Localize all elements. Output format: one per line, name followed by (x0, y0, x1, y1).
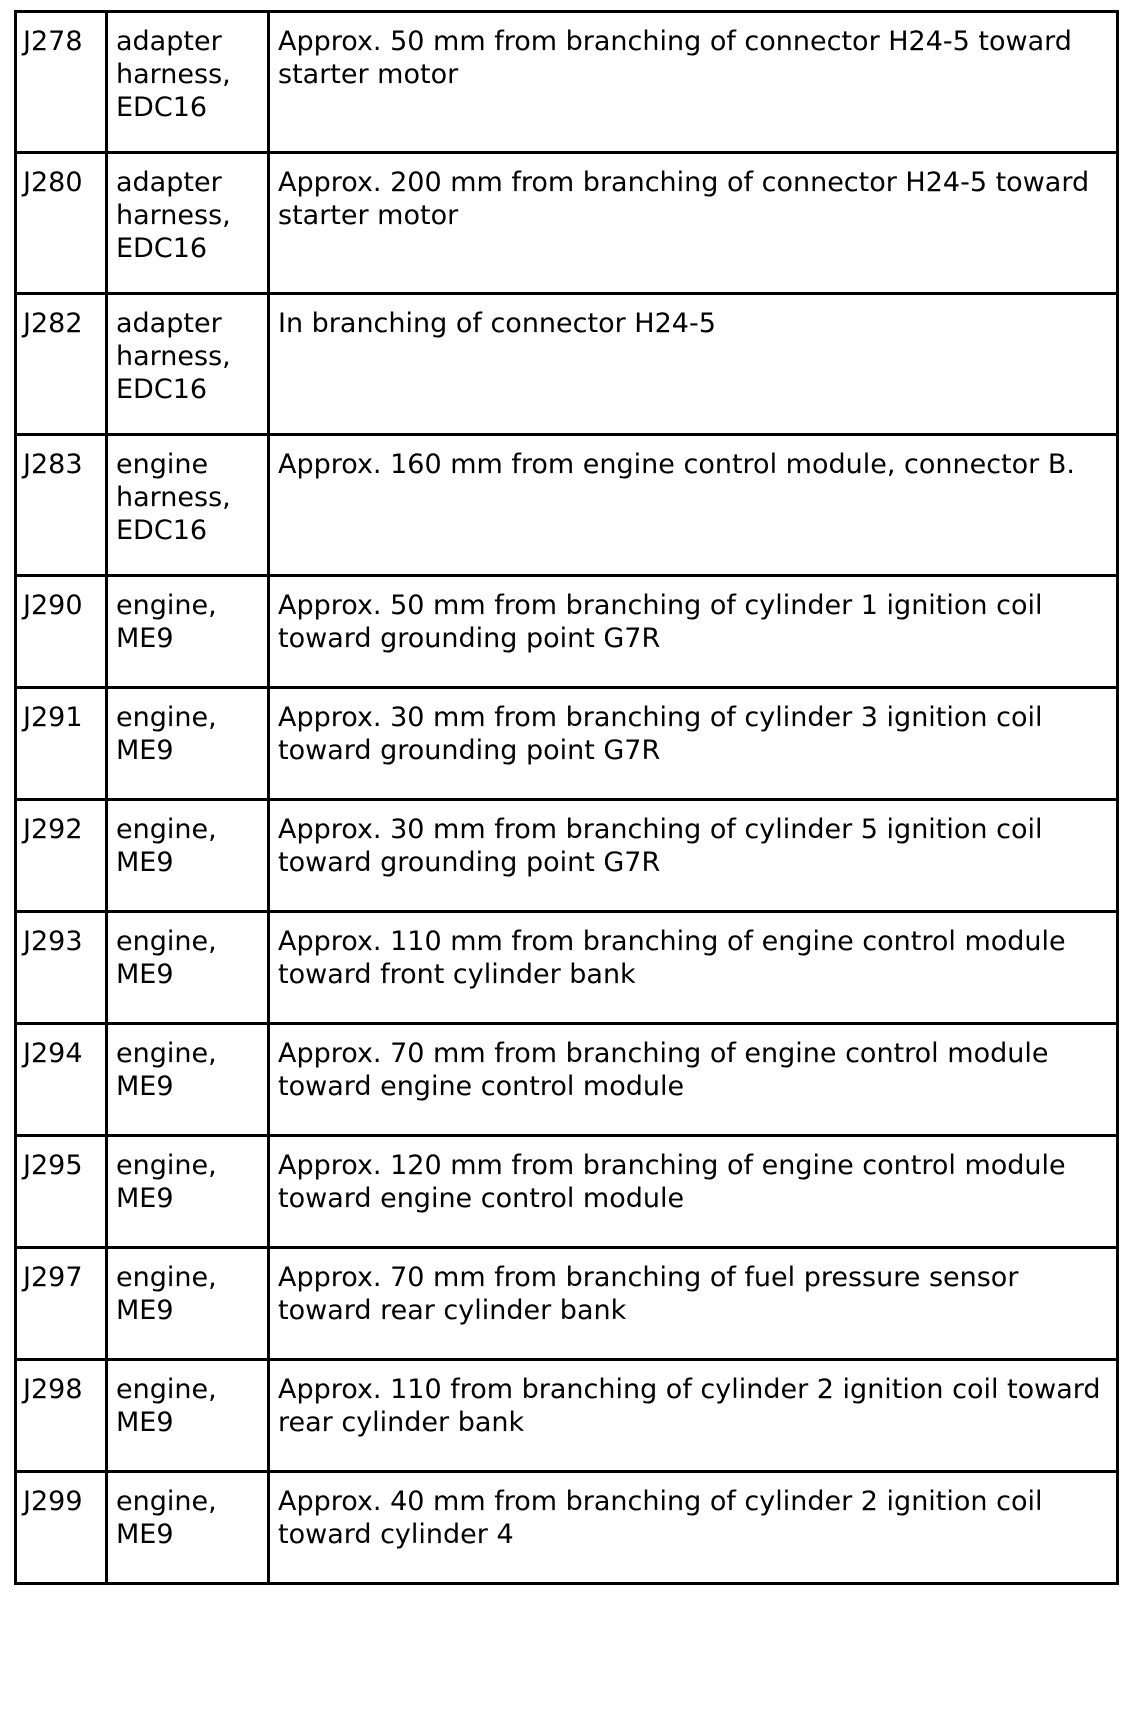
harness-location-cell: engine, ME9 (107, 1472, 269, 1584)
harness-location-cell: engine, ME9 (107, 1024, 269, 1136)
harness-location-cell: engine, ME9 (107, 800, 269, 912)
splice-location-table (14, 10, 1119, 1585)
splice-id-cell: J290 (16, 576, 107, 688)
position-description-cell: Approx. 110 mm from branching of engine control module toward front cylinder bank (269, 912, 1118, 1024)
splice-id-cell: J278 (16, 12, 107, 153)
harness-location-cell: engine, ME9 (107, 1136, 269, 1248)
splice-id-cell: J291 (16, 688, 107, 800)
splice-id-cell: J294 (16, 1024, 107, 1136)
table-row (16, 1248, 1118, 1360)
harness-location-cell: adapter harness, EDC16 (107, 12, 269, 153)
position-description-cell: Approx. 50 mm from branching of cylinder 1 ignition coil toward grounding point G7R (269, 576, 1118, 688)
table-row (16, 1024, 1118, 1136)
splice-id-cell: J282 (16, 294, 107, 435)
position-description-cell: Approx. 30 mm from branching of cylinder 3 ignition coil toward grounding point G7R (269, 688, 1118, 800)
position-description-cell: Approx. 120 mm from branching of engine control module toward engine control module (269, 1136, 1118, 1248)
position-description-cell: Approx. 70 mm from branching of fuel pressure sensor toward rear cylinder bank (269, 1248, 1118, 1360)
splice-id-cell: J299 (16, 1472, 107, 1584)
splice-id-cell: J298 (16, 1360, 107, 1472)
position-description-cell: In branching of connector H24-5 (269, 294, 1118, 435)
table-row (16, 153, 1118, 294)
harness-location-cell: engine, ME9 (107, 1248, 269, 1360)
table-row (16, 435, 1118, 576)
table-row (16, 800, 1118, 912)
splice-id-cell: J280 (16, 153, 107, 294)
position-description-cell: Approx. 50 mm from branching of connector H24-5 toward starter motor (269, 12, 1118, 153)
table-row (16, 12, 1118, 153)
harness-location-cell: engine, ME9 (107, 1360, 269, 1472)
splice-id-cell: J292 (16, 800, 107, 912)
harness-location-cell: engine, ME9 (107, 576, 269, 688)
table-row (16, 1360, 1118, 1472)
splice-id-cell: J295 (16, 1136, 107, 1248)
position-description-cell: Approx. 70 mm from branching of engine control module toward engine control module (269, 1024, 1118, 1136)
position-description-cell: Approx. 110 from branching of cylinder 2 ignition coil toward rear cylinder bank (269, 1360, 1118, 1472)
table-row (16, 912, 1118, 1024)
position-description-cell: Approx. 160 mm from engine control module, connector B. (269, 435, 1118, 576)
table-row (16, 1472, 1118, 1584)
position-description-cell: Approx. 40 mm from branching of cylinder 2 ignition coil toward cylinder 4 (269, 1472, 1118, 1584)
harness-location-cell: engine harness, EDC16 (107, 435, 269, 576)
splice-id-cell: J297 (16, 1248, 107, 1360)
harness-location-cell: adapter harness, EDC16 (107, 153, 269, 294)
position-description-cell: Approx. 30 mm from branching of cylinder 5 ignition coil toward grounding point G7R (269, 800, 1118, 912)
harness-location-cell: adapter harness, EDC16 (107, 294, 269, 435)
harness-location-cell: engine, ME9 (107, 688, 269, 800)
table-row (16, 688, 1118, 800)
splice-id-cell: J283 (16, 435, 107, 576)
splice-id-cell: J293 (16, 912, 107, 1024)
harness-location-cell: engine, ME9 (107, 912, 269, 1024)
table-row (16, 294, 1118, 435)
table-row (16, 1136, 1118, 1248)
position-description-cell: Approx. 200 mm from branching of connector H24-5 toward starter motor (269, 153, 1118, 294)
table-row (16, 576, 1118, 688)
